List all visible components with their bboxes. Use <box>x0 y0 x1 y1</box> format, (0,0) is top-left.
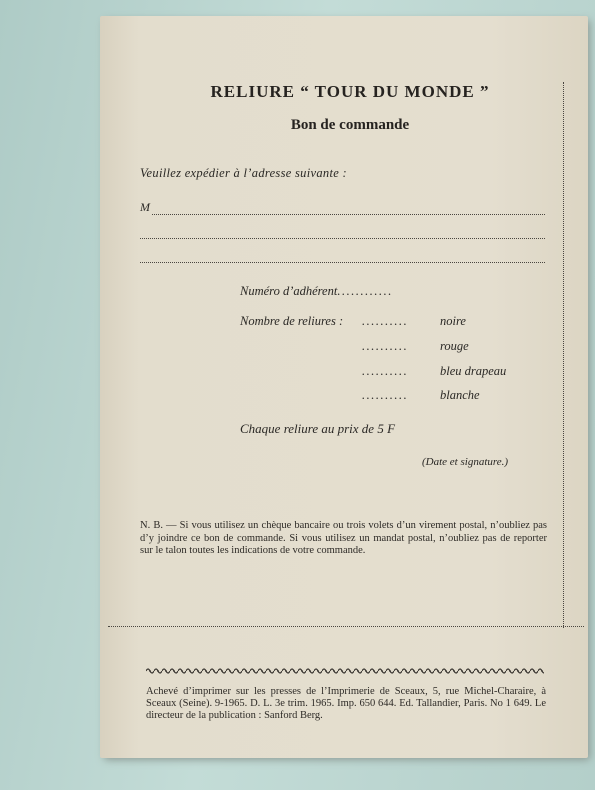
quantity-dots: .......... <box>362 364 409 378</box>
form-subtitle: Bon de commande <box>290 117 410 133</box>
address-line-2[interactable] <box>140 226 545 239</box>
color-row-noire[interactable] <box>362 314 466 329</box>
form-title: RELIURE “ TOUR DU MONDE ” <box>210 82 490 101</box>
note-paragraph: N. B. — Si vous utilisez un chèque bancaire ou trois volets d’un virement postal, n’oubliez pas d’y joindre ce bon de commande. Si vous utilisez un mandat postal, n’oubliez pas de reporter sur le talon toutes les indications de votre commande. <box>140 520 547 556</box>
binding-count-label-row <box>240 314 343 329</box>
address-intro: Veuillez expédier à l’adresse suivante : <box>140 166 347 180</box>
address-prefix: M <box>140 200 150 214</box>
member-number-label: Numéro d’adhérent <box>240 284 338 298</box>
address-line-1[interactable] <box>140 202 545 215</box>
quantity-dots: .......... <box>362 314 409 328</box>
colophon: Achevé d’imprimer sur les presses de l’Imprimerie de Sceaux, 5, rue Michel-Charaire, à Sceaux (Seine). 9-1965. D. L. 3e trim. 1965. Imp. 650 644. Ed. Tallandier, Paris. No 1 649. Le directeur de la publication : Sanford Berg. <box>146 686 546 721</box>
color-label-bleu-drapeau: bleu drapeau <box>440 364 507 378</box>
color-row-bleu-drapeau[interactable] <box>362 364 507 379</box>
color-row-rouge[interactable] <box>362 339 469 354</box>
color-label-rouge: rouge <box>440 339 469 353</box>
color-row-blanche[interactable] <box>362 388 480 403</box>
price-line: Chaque reliure au prix de 5 F <box>240 421 396 436</box>
vertical-cut-rule <box>563 82 564 628</box>
member-number-dots: ............ <box>337 284 393 298</box>
binding-count-label: Nombre de reliures : <box>240 314 344 328</box>
color-label-blanche: blanche <box>440 388 480 402</box>
order-form-page <box>100 16 588 758</box>
color-label-noire: noire <box>440 314 466 328</box>
quantity-dots: .......... <box>362 388 409 402</box>
horizontal-cut-line <box>108 626 584 627</box>
date-signature[interactable]: (Date et signature.) <box>422 456 509 468</box>
address-line-3[interactable] <box>140 250 545 263</box>
member-number-field[interactable] <box>240 284 393 299</box>
quantity-dots: .......... <box>362 339 409 353</box>
ornament-border <box>146 667 544 675</box>
